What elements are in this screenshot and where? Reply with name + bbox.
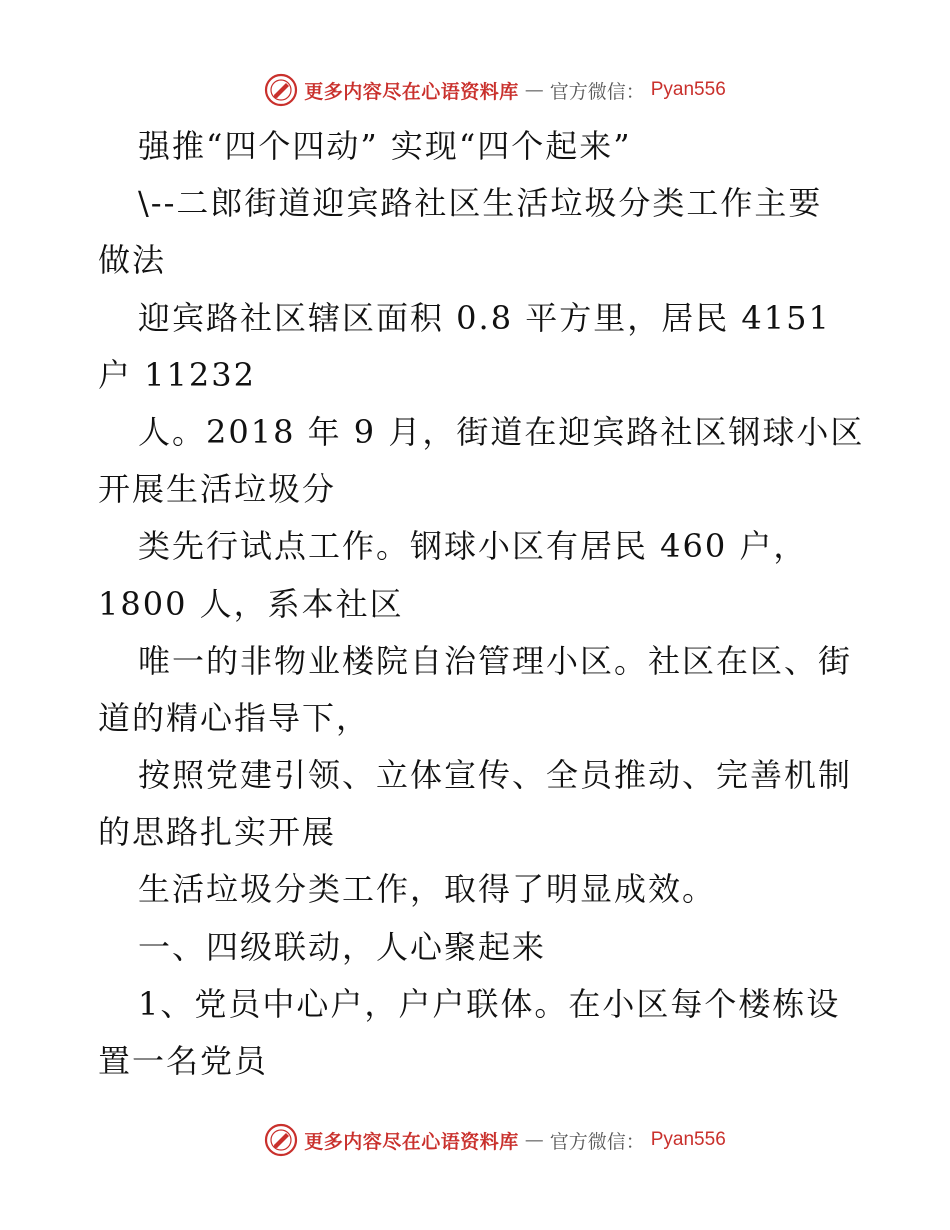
seal-logo-icon	[264, 73, 298, 107]
paragraph-line: 置一名党员	[98, 1042, 269, 1080]
section-heading: 一、四级联动，人心聚起来	[138, 927, 547, 966]
document-subtitle: \--二郎街道迎宾路社区生活垃圾分类工作主要	[138, 184, 823, 223]
paragraph-line: 唯一的非物业楼院自治管理小区。社区在区、街	[138, 641, 853, 680]
document-body	[98, 118, 865, 1090]
paragraph-line: 生活垃圾分类工作，取得了明显成效。	[138, 870, 717, 909]
banner-wechat-label: 官方微信：	[549, 1130, 645, 1153]
footer-banner	[0, 1120, 950, 1160]
document-title: 强推“四个四动” 实现“四个起来”	[138, 127, 632, 165]
header-banner	[0, 70, 950, 110]
paragraph-line: 类先行试点工作。钢球小区有居民 460 户，	[138, 527, 808, 566]
paragraph-line: 人。2018 年 9 月，街道在迎宾路社区钢球小区	[138, 412, 865, 451]
paragraph-line: 户 11232	[98, 355, 256, 394]
banner-wechat-id: Pyan556	[650, 79, 726, 100]
paragraph-line: 按照党建引领、立体宣传、全员推动、完善机制	[138, 756, 853, 795]
paragraph-line: 迎宾路社区辖区面积 0.8 平方里，居民 4151	[138, 298, 831, 337]
banner-dash: —	[524, 1129, 544, 1151]
paragraph-line: 道的精心指导下，	[98, 698, 371, 737]
banner-dash: —	[524, 79, 544, 101]
banner-wechat-id: Pyan556	[650, 1129, 726, 1150]
banner-main-text: 更多内容尽在心语资料库	[304, 80, 519, 103]
paragraph-line: 的思路扎实开展	[98, 813, 337, 852]
seal-logo-icon	[264, 1123, 298, 1157]
paragraph-line: 1、党员中心户，户户联体。在小区每个楼栋设	[138, 984, 841, 1023]
paragraph-line: 开展生活垃圾分	[98, 470, 337, 509]
document-subtitle-cont: 做法	[98, 241, 167, 280]
banner-wechat-label: 官方微信：	[549, 80, 645, 103]
banner-main-text: 更多内容尽在心语资料库	[304, 1130, 519, 1153]
paragraph-line: 1800 人，系本社区	[98, 584, 404, 623]
